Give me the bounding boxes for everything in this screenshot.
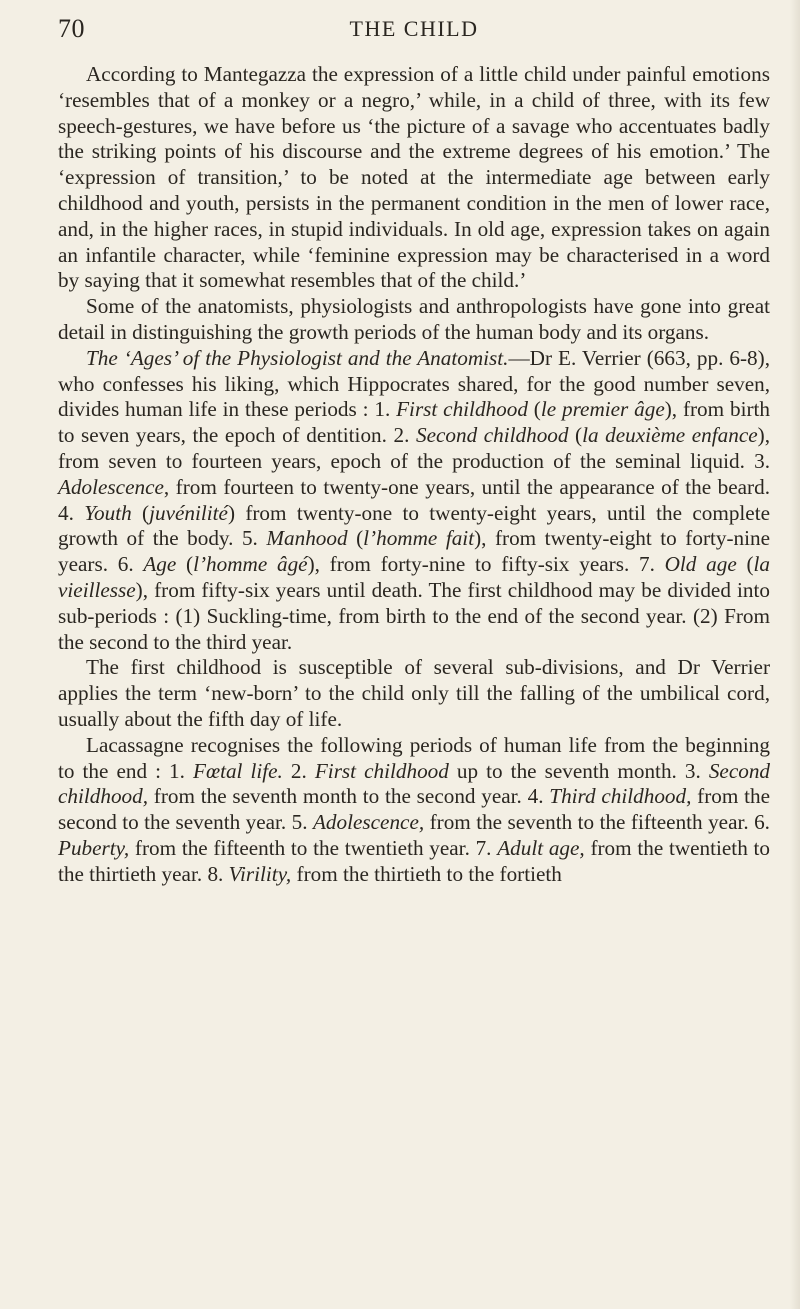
- body-text: [58, 62, 770, 888]
- italic-term: Adult age,: [497, 835, 585, 860]
- text-run: , from fourteen to twenty-one years, until the appearance of the beard. 4.: [58, 474, 770, 525]
- italic-term: le premier âge: [540, 397, 665, 422]
- paragraph-lacassagne: [58, 733, 770, 888]
- text-run: ), from birth to seven years, the epoch of dentition. 2.: [58, 397, 770, 448]
- italic-term: Virility,: [228, 861, 292, 886]
- text-run: Some of the anatomists, physiologists and anthropologists have gone into great detail in distinguishing the growth periods of the human body and its organs.: [58, 294, 770, 344]
- text-run: ), from forty-nine to fifty-six years. 7.: [307, 552, 665, 577]
- italic-term: la deuxième enfance: [582, 423, 758, 448]
- text-run: (: [131, 500, 150, 525]
- italic-term: Manhood: [266, 526, 348, 551]
- italic-term: Adolescence,: [312, 810, 425, 835]
- text-run: (: [176, 552, 194, 577]
- text-run: from the seventh month to the second year. 4.: [148, 784, 550, 809]
- text-run: (: [568, 423, 583, 448]
- text-run: The first childhood is susceptible of several sub-divisions, and Dr Verrier applies the term ‘new-born’ to the child only till the falling of the umbilical cord, usually about the fifth day of life.: [58, 655, 770, 731]
- italic-term: First childhood: [314, 758, 449, 783]
- italic-term: l’homme fait: [363, 526, 475, 551]
- italic-term: Age: [143, 552, 177, 577]
- text-run: According to Mantegazza the expression of a little child under painful emotions ‘resembles that of a monkey or a negro,’ while, in a child of three, with its few speech-gestures, we have before us ‘the picture of a savage who accentuates badly the striking points of his discourse and the extreme degrees of his emotion.’ The ‘expression of transition,’ to be noted at the intermediate age between early childhood and youth, persists in the permanent condition in the men of lower race, and, in the higher races, in stupid individuals. In old age, expression takes on again an infantile character, while ‘feminine expression may be characterised in a word by saying that it somewhat resembles that of the child.’: [58, 62, 770, 293]
- text-run: ), from twenty-eight to forty-nine years. 6.: [58, 526, 771, 577]
- paragraph-first-childhood: [58, 655, 770, 732]
- italic-term: juvénilité: [149, 500, 228, 525]
- page-number: 70: [58, 14, 85, 43]
- text-run: (: [736, 552, 754, 577]
- italic-term: Third childhood,: [549, 784, 692, 809]
- italic-term: la vieillesse: [58, 552, 770, 602]
- italic-term: Second childhood: [415, 423, 569, 448]
- italic-term: Adolescence: [58, 474, 164, 499]
- text-run: ), from seven to fourteen years, epoch of the production of the seminal liquid. 3.: [58, 423, 770, 473]
- italic-term: Second childhood,: [58, 758, 771, 809]
- italic-term: Old age: [664, 552, 737, 577]
- paragraph-verrier-ages: [58, 346, 770, 656]
- italic-term: Puberty,: [58, 835, 130, 860]
- text-run: ), from fifty-six years until death. The first childhood may be divided into sub-periods : (1) Suckling-time, from birth to the end of the second year. (2) From the second to the third year.: [58, 577, 770, 654]
- text-run: 2.: [282, 758, 315, 783]
- text-run: Lacassagne recognises the following periods of human life from the beginning to the end : 1.: [58, 732, 770, 783]
- text-run: from the second to the seventh year. 5.: [58, 784, 770, 835]
- text-run: up to the seventh month. 3.: [448, 758, 709, 783]
- italic-term: l’homme âgé: [193, 552, 308, 577]
- text-run: from the thirtieth to the fortieth: [291, 861, 562, 886]
- text-run: (: [527, 397, 541, 422]
- page-header: [58, 14, 760, 54]
- text-run: ) from twenty-one to twenty-eight years, until the complete growth of the body. 5.: [58, 500, 770, 551]
- text-run: —Dr E. Verrier (663, pp. 6-8), who confesses his liking, which Hippocrates shared, for the good number seven, divides human life in these periods : 1.: [58, 345, 770, 422]
- text-run: from the fifteenth to the twentieth year. 7.: [129, 835, 498, 860]
- text-run: (: [347, 526, 364, 551]
- paragraph-anatomists: [58, 294, 770, 346]
- italic-term: Fœtal life.: [193, 758, 283, 783]
- running-head: THE CHILD: [349, 16, 479, 41]
- section-heading: The ‘Ages’ of the Physiologist and the Anatomist.: [86, 345, 509, 370]
- italic-term: Youth: [84, 500, 132, 525]
- italic-term: First childhood: [396, 397, 528, 422]
- paragraph-mantegazza: [58, 62, 770, 294]
- page-edge-shadow: [790, 0, 800, 1309]
- text-run: from the twentieth to the thirtieth year. 8.: [58, 835, 770, 886]
- text-run: from the seventh to the fifteenth year. 6.: [424, 810, 770, 835]
